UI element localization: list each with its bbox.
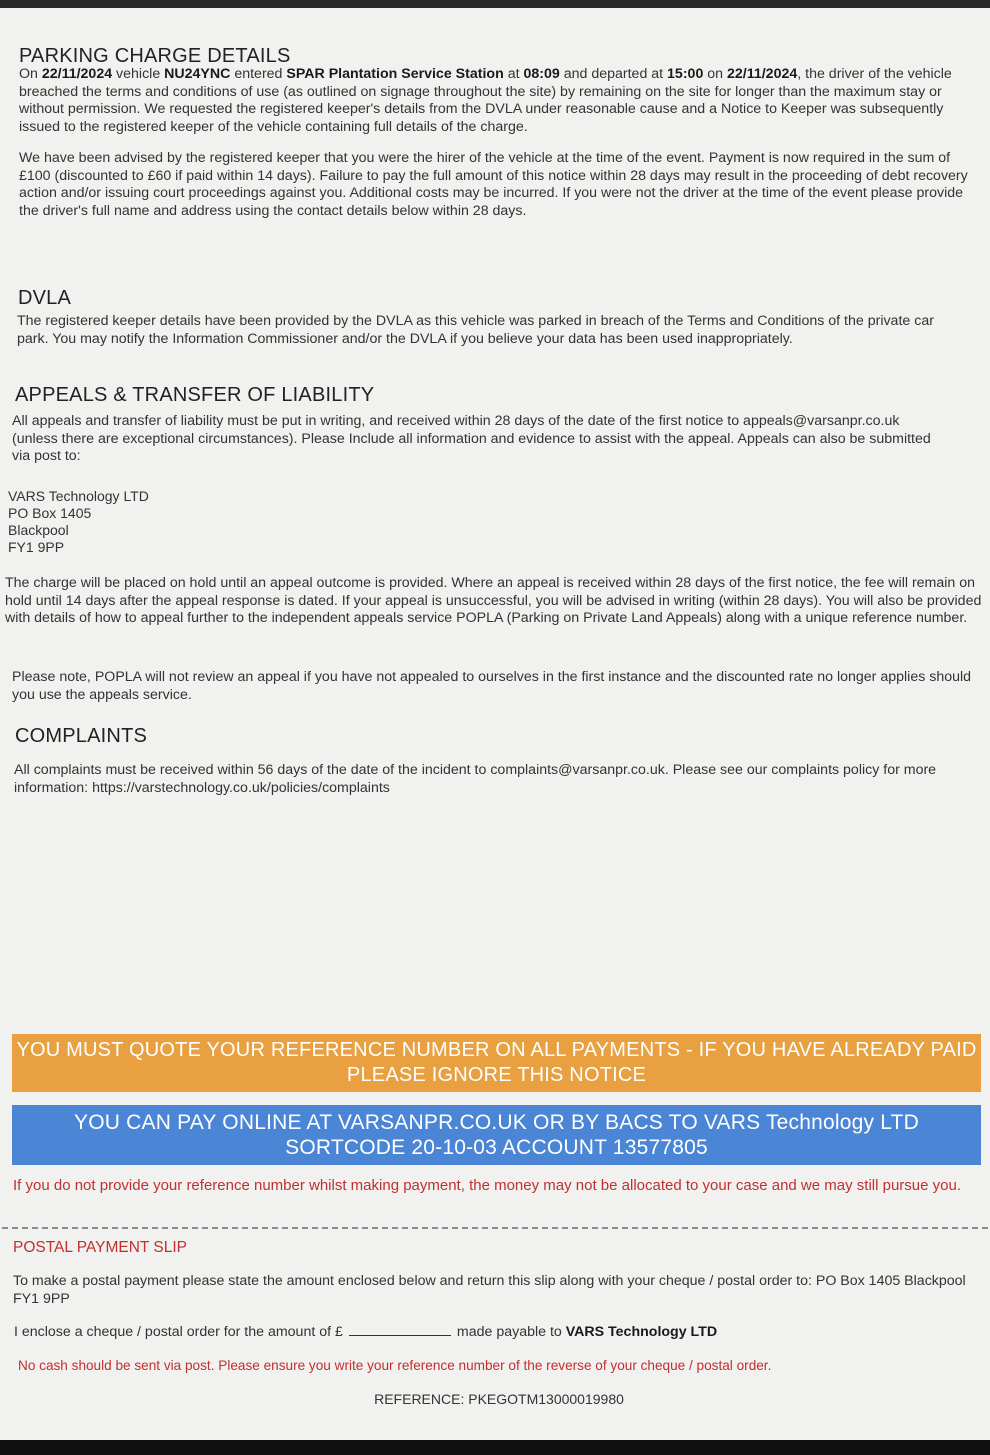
slip-title: POSTAL PAYMENT SLIP bbox=[13, 1239, 187, 1256]
parking-paragraph-2: We have been advised by the registered keeper that you were the hirer of the vehicle at the time of the event. Payment is now required in the sum of £100 (discounted to £60 if paid within 14 days). Failure to pay the full amount of this notice within 28 days may result in the proceeding of debt recovery action and/or issuing court proceedings against you. Additional costs may be incurred. If you were not the driver at the time of the event please provide the driver's full name and address using the contact details below within 28 days. bbox=[19, 150, 968, 219]
vehicle-registration: NU24YNC bbox=[164, 66, 231, 82]
site-name: SPAR Plantation Service Station bbox=[286, 66, 504, 82]
address-line: Blackpool bbox=[8, 522, 69, 538]
appeals-postal-address bbox=[8, 488, 149, 556]
payment-online-line: YOU CAN PAY ONLINE AT VARSANPR.CO.UK OR BY BACS TO VARS Technology LTD bbox=[74, 1111, 919, 1134]
payee-name: VARS Technology LTD bbox=[565, 1324, 718, 1340]
p1-text-g: , the driver of the vehicle breached the terms and conditions of use (as outlined on signage throughout the site) by remaining on the site for longer than the maximum stay or without permission. We requested the registered keeper's details from the DVLA under reasonable cause and a Notice to Keeper was subsequently issued to the registered keeper of the vehicle containing full details of the charge. bbox=[19, 66, 952, 135]
bottom-edge-shadow bbox=[0, 1440, 990, 1455]
slip-enclose-line bbox=[14, 1323, 969, 1342]
address-line: FY1 9PP bbox=[8, 539, 65, 555]
reference-warning-banner: YOU MUST QUOTE YOUR REFERENCE NUMBER ON ALL PAYMENTS - IF YOU HAVE ALREADY PAID PLEASE IGNORE THIS NOTICE bbox=[12, 1034, 981, 1092]
appeals-paragraph-1: All appeals and transfer of liability must be put in writing, and received within 28 days of the date of the first notice to appeals@varsanpr.co.uk (unless there are exceptional circumstances). Please Include all information and evidence to assist with the appeal. Appeals can also be submitted via post to: bbox=[12, 413, 931, 464]
entry-time: 08:09 bbox=[523, 66, 560, 82]
amount-blank[interactable] bbox=[349, 1323, 451, 1336]
p1-text-b: vehicle bbox=[112, 66, 165, 82]
parking-paragraph-1 bbox=[19, 66, 974, 136]
reference-allocation-warning: If you do not provide your reference number whilst making payment, the money may not be allocated to your case and we may still pursue you. bbox=[13, 1177, 961, 1194]
p1-text-c: entered bbox=[230, 66, 287, 82]
payment-info-banner bbox=[12, 1105, 981, 1165]
entry-date: 22/11/2024 bbox=[41, 66, 113, 82]
enclose-text: I enclose a cheque / postal order for the amount of £ bbox=[14, 1324, 343, 1340]
section-title-dvla: DVLA bbox=[18, 287, 72, 309]
dvla-paragraph: The registered keeper details have been provided by the DVLA as this vehicle was parked in breach of the Terms and Conditions of the private car park. You may notify the Information Commissioner and/or the DVLA if you believe your data has been used inappropriately. bbox=[17, 313, 934, 347]
p1-text-e: and departed at bbox=[559, 66, 668, 82]
appeals-paragraph-3: Please note, POPLA will not review an appeal if you have not appealed to ourselves in the first instance and the discounted rate no longer applies should you use the appeals service. bbox=[12, 669, 972, 703]
payable-text: made payable to bbox=[456, 1324, 566, 1340]
section-title-complaints: COMPLAINTS bbox=[15, 725, 148, 747]
p1-text-a: On bbox=[19, 66, 42, 82]
appeals-paragraph-2: The charge will be placed on hold until an appeal outcome is provided. Where an appeal is received within 28 days of the first notice, the fee will remain on hold until 14 days after the appeal response is dated. If your appeal is unsuccessful, you will be advised in writing (within 28 days). You will also be provided with details of how to appeal further to the independent appeals service POPLA (Parking on Private Land Appeals) along with a unique reference number. bbox=[5, 575, 982, 626]
complaints-paragraph: All complaints must be received within 56 days of the date of the incident to complaints@varsanpr.co.uk. Please see our complaints policy for more information: https://varstechnology.co.uk/policies/complaints bbox=[14, 762, 937, 796]
address-line: PO Box 1405 bbox=[8, 505, 92, 521]
reference-number: REFERENCE: PKEGOTM13000019980 bbox=[374, 1391, 624, 1407]
p1-text-f: on bbox=[703, 66, 728, 82]
top-edge-shadow bbox=[0, 0, 990, 8]
exit-date: 22/11/2024 bbox=[727, 66, 798, 82]
tear-off-line bbox=[2, 1227, 988, 1229]
address-line: VARS Technology LTD bbox=[8, 488, 149, 504]
slip-instructions: To make a postal payment please state the amount enclosed below and return this slip along with your cheque / postal order to: PO Box 1405 Blackpool FY1 9PP bbox=[13, 1273, 966, 1307]
payment-bank-line: SORTCODE 20-10-03 ACCOUNT 13577805 bbox=[285, 1136, 708, 1159]
notice-page bbox=[0, 8, 990, 1440]
section-title-parking: PARKING CHARGE DETAILS bbox=[19, 45, 291, 67]
no-cash-notice: No cash should be sent via post. Please ensure you write your reference number of the reverse of your cheque / postal order. bbox=[18, 1358, 772, 1373]
p1-text-d: at bbox=[503, 66, 524, 82]
exit-time: 15:00 bbox=[667, 66, 704, 82]
section-title-appeals: APPEALS & TRANSFER OF LIABILITY bbox=[15, 384, 375, 406]
